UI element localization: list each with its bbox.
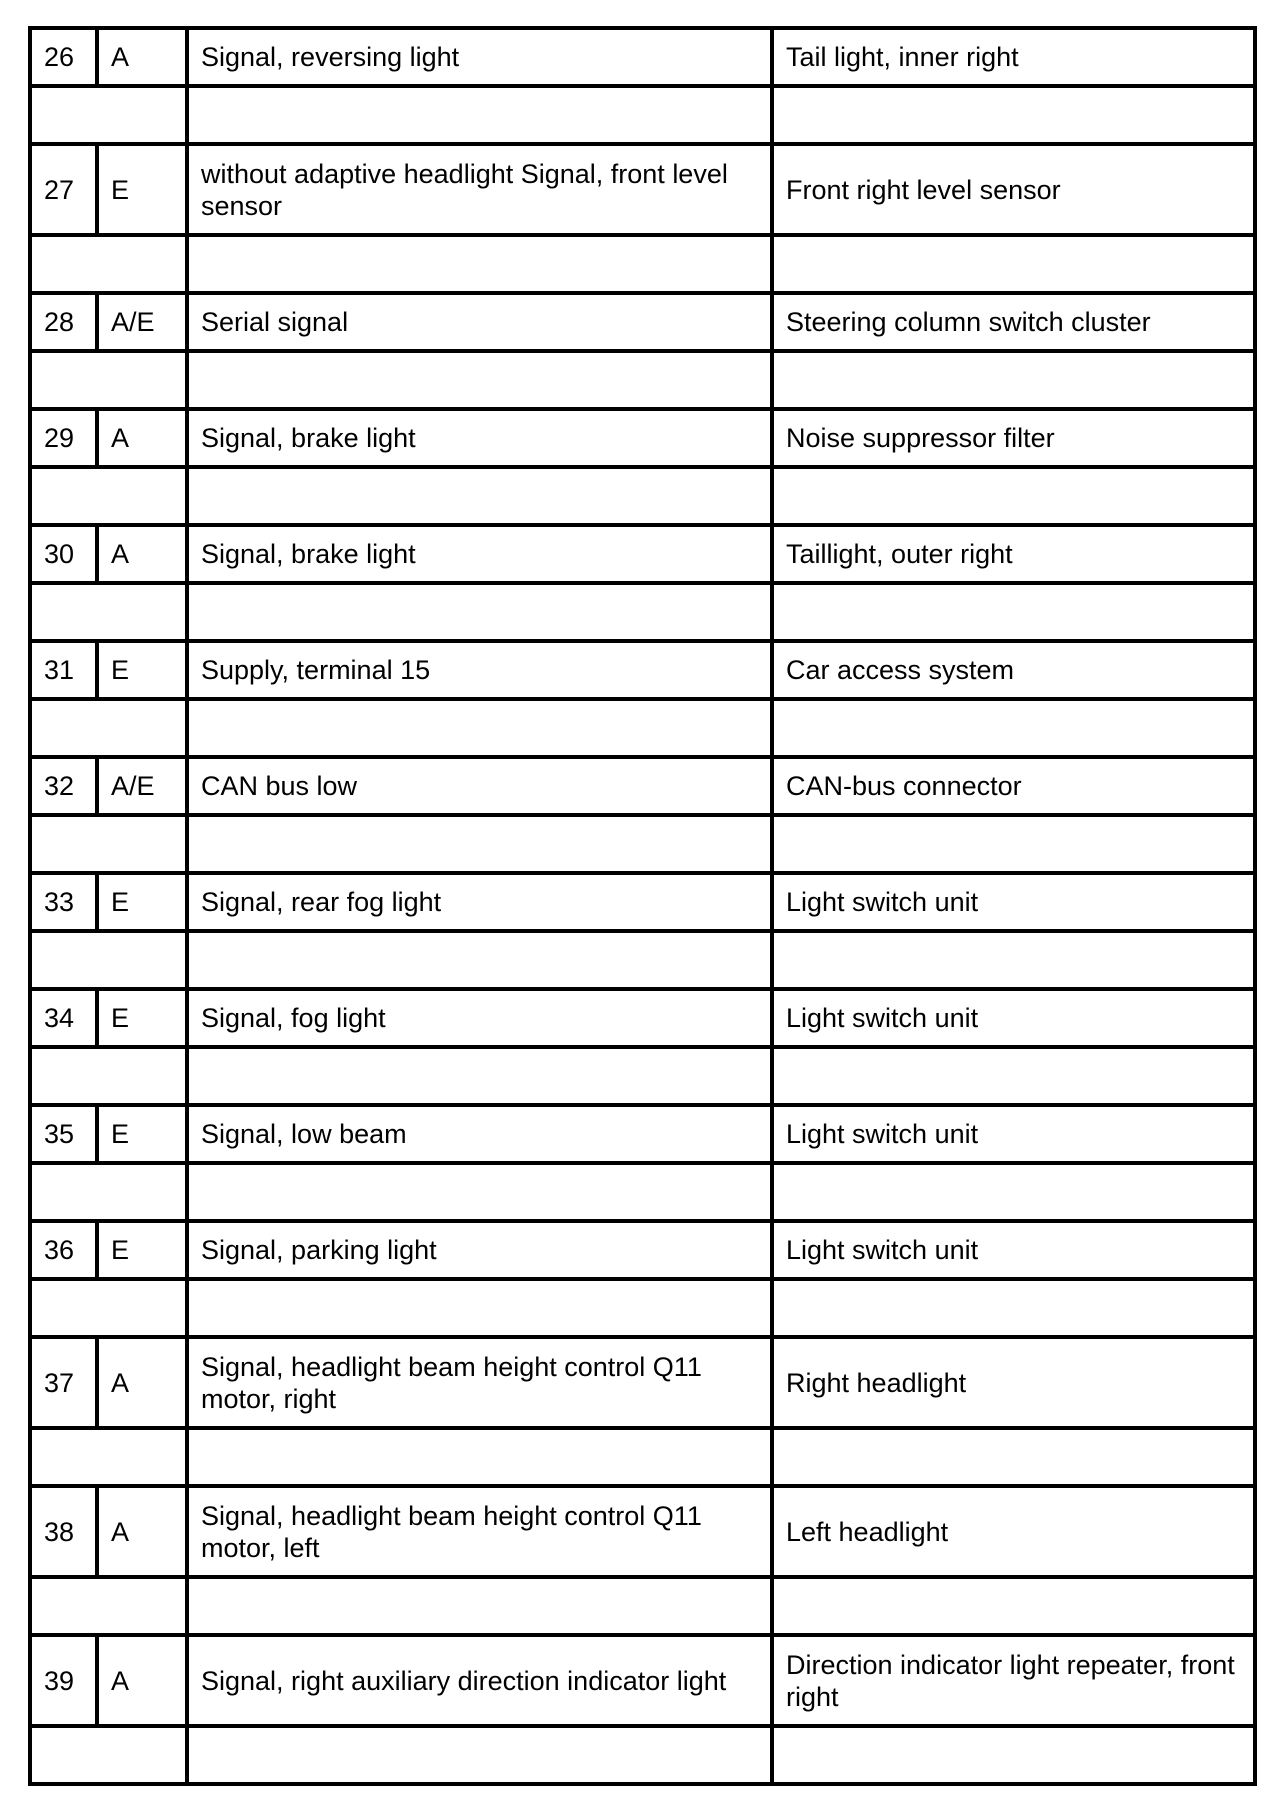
signal-type-cell: A <box>97 525 187 583</box>
table-row <box>30 293 1255 351</box>
blank-cell <box>772 351 1255 409</box>
signal-description-cell: Signal, headlight beam height control Q11 motor, right <box>187 1337 772 1428</box>
blank-cell <box>772 1428 1255 1486</box>
blank-spacer-row <box>30 467 1255 525</box>
blank-spacer-row <box>30 1726 1255 1784</box>
component-cell: Light switch unit <box>772 1105 1255 1163</box>
blank-cell <box>30 1279 187 1337</box>
table-row <box>30 1105 1255 1163</box>
pin-number-cell: 33 <box>30 873 97 931</box>
blank-cell <box>772 1726 1255 1784</box>
blank-cell <box>772 1279 1255 1337</box>
blank-spacer-row <box>30 86 1255 144</box>
blank-spacer-row <box>30 1577 1255 1635</box>
component-cell: Car access system <box>772 641 1255 699</box>
signal-type-cell: A/E <box>97 757 187 815</box>
signal-description-cell: Signal, headlight beam height control Q11 motor, left <box>187 1486 772 1577</box>
signal-type-cell: E <box>97 641 187 699</box>
component-cell: Taillight, outer right <box>772 525 1255 583</box>
signal-description-cell: Signal, parking light <box>187 1221 772 1279</box>
blank-cell <box>187 583 772 641</box>
component-cell: Right headlight <box>772 1337 1255 1428</box>
signal-description-cell: Serial signal <box>187 293 772 351</box>
blank-spacer-row <box>30 1163 1255 1221</box>
blank-cell <box>30 1577 187 1635</box>
table-row <box>30 989 1255 1047</box>
signal-description-cell: CAN bus low <box>187 757 772 815</box>
table-row <box>30 1635 1255 1726</box>
pin-number-cell: 36 <box>30 1221 97 1279</box>
blank-cell <box>187 86 772 144</box>
signal-description-cell: Signal, fog light <box>187 989 772 1047</box>
table-row <box>30 1221 1255 1279</box>
pin-number-cell: 35 <box>30 1105 97 1163</box>
blank-cell <box>187 235 772 293</box>
blank-spacer-row <box>30 583 1255 641</box>
blank-cell <box>187 815 772 873</box>
blank-cell <box>187 351 772 409</box>
pin-number-cell: 32 <box>30 757 97 815</box>
blank-spacer-row <box>30 815 1255 873</box>
blank-cell <box>30 815 187 873</box>
signal-description-cell: Signal, right auxiliary direction indicator light <box>187 1635 772 1726</box>
table-row <box>30 525 1255 583</box>
table-row <box>30 1486 1255 1577</box>
signal-description-cell: Signal, reversing light <box>187 28 772 86</box>
blank-cell <box>30 351 187 409</box>
pin-number-cell: 39 <box>30 1635 97 1726</box>
blank-cell <box>187 931 772 989</box>
component-cell: Direction indicator light repeater, front right <box>772 1635 1255 1726</box>
pin-number-cell: 31 <box>30 641 97 699</box>
blank-cell <box>30 1726 187 1784</box>
signal-type-cell: A <box>97 28 187 86</box>
blank-cell <box>772 699 1255 757</box>
blank-spacer-row <box>30 1279 1255 1337</box>
signal-description-cell: Signal, low beam <box>187 1105 772 1163</box>
signal-type-cell: E <box>97 1105 187 1163</box>
blank-cell <box>772 583 1255 641</box>
component-cell: Light switch unit <box>772 989 1255 1047</box>
pin-number-cell: 34 <box>30 989 97 1047</box>
signal-type-cell: E <box>97 873 187 931</box>
component-cell: Left headlight <box>772 1486 1255 1577</box>
blank-cell <box>772 931 1255 989</box>
blank-cell <box>187 1279 772 1337</box>
blank-cell <box>30 86 187 144</box>
pin-number-cell: 37 <box>30 1337 97 1428</box>
table-row <box>30 409 1255 467</box>
blank-cell <box>772 86 1255 144</box>
table-row <box>30 28 1255 86</box>
component-cell: Front right level sensor <box>772 144 1255 235</box>
blank-cell <box>772 1163 1255 1221</box>
signal-type-cell: A <box>97 1486 187 1577</box>
signal-description-cell: Supply, terminal 15 <box>187 641 772 699</box>
table-row <box>30 1337 1255 1428</box>
blank-cell <box>187 1047 772 1105</box>
blank-cell <box>30 235 187 293</box>
blank-spacer-row <box>30 699 1255 757</box>
signal-description-cell: Signal, brake light <box>187 525 772 583</box>
pin-assignment-table <box>28 26 1257 1786</box>
pin-number-cell: 29 <box>30 409 97 467</box>
blank-cell <box>772 235 1255 293</box>
blank-cell <box>772 467 1255 525</box>
blank-cell <box>772 1577 1255 1635</box>
blank-spacer-row <box>30 235 1255 293</box>
signal-type-cell: E <box>97 989 187 1047</box>
signal-type-cell: E <box>97 1221 187 1279</box>
pin-number-cell: 30 <box>30 525 97 583</box>
signal-description-cell: without adaptive headlight Signal, front level sensor <box>187 144 772 235</box>
blank-cell <box>30 1428 187 1486</box>
blank-spacer-row <box>30 931 1255 989</box>
blank-cell <box>187 699 772 757</box>
blank-cell <box>30 1163 187 1221</box>
table-row <box>30 144 1255 235</box>
blank-cell <box>30 583 187 641</box>
blank-cell <box>772 815 1255 873</box>
signal-type-cell: A/E <box>97 293 187 351</box>
signal-type-cell: A <box>97 409 187 467</box>
pin-number-cell: 38 <box>30 1486 97 1577</box>
blank-spacer-row <box>30 1428 1255 1486</box>
component-cell: CAN-bus connector <box>772 757 1255 815</box>
signal-description-cell: Signal, brake light <box>187 409 772 467</box>
blank-cell <box>187 1163 772 1221</box>
blank-cell <box>772 1047 1255 1105</box>
blank-cell <box>187 1428 772 1486</box>
component-cell: Steering column switch cluster <box>772 293 1255 351</box>
component-cell: Light switch unit <box>772 873 1255 931</box>
pin-number-cell: 26 <box>30 28 97 86</box>
pin-table-body <box>30 28 1255 1784</box>
signal-type-cell: A <box>97 1337 187 1428</box>
blank-cell <box>30 699 187 757</box>
blank-spacer-row <box>30 351 1255 409</box>
blank-cell <box>187 467 772 525</box>
pin-number-cell: 27 <box>30 144 97 235</box>
signal-type-cell: E <box>97 144 187 235</box>
blank-cell <box>30 1047 187 1105</box>
blank-spacer-row <box>30 1047 1255 1105</box>
table-row <box>30 873 1255 931</box>
component-cell: Noise suppressor filter <box>772 409 1255 467</box>
blank-cell <box>187 1726 772 1784</box>
blank-cell <box>187 1577 772 1635</box>
blank-cell <box>30 931 187 989</box>
pin-number-cell: 28 <box>30 293 97 351</box>
signal-description-cell: Signal, rear fog light <box>187 873 772 931</box>
blank-cell <box>30 467 187 525</box>
component-cell: Light switch unit <box>772 1221 1255 1279</box>
table-row <box>30 757 1255 815</box>
table-row <box>30 641 1255 699</box>
component-cell: Tail light, inner right <box>772 28 1255 86</box>
signal-type-cell: A <box>97 1635 187 1726</box>
